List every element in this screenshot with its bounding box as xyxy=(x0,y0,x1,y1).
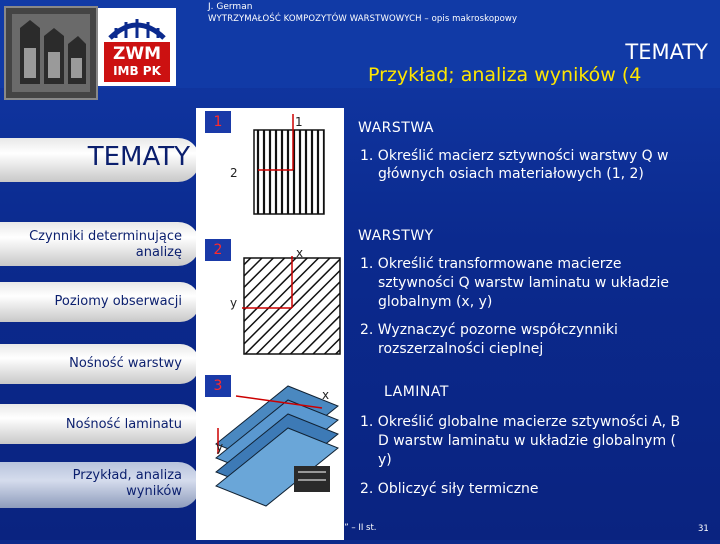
axis-label-1: 1 xyxy=(295,115,303,129)
footer-lecture: Wykład „Mechanika kompozytów” – II st. xyxy=(204,523,377,533)
axis-label-y: y xyxy=(230,296,238,310)
section-heading-warstwy: WARSTWY xyxy=(358,228,434,244)
warstwy-item2-line2: rozszerzalności cieplnej xyxy=(378,341,544,357)
sidebar-item-label: Nośność warstwy xyxy=(69,356,182,371)
sidebar-item-przyklad[interactable] xyxy=(0,462,200,508)
pk-logo xyxy=(4,6,98,100)
laminat-item1-line2: D warstw laminatu w układzie globalnym ( xyxy=(378,433,676,449)
section-heading-warstwa: WARSTWA xyxy=(358,120,434,136)
warstwa-item1-line1: 1. Określić macierz sztywności warstwy Q w xyxy=(360,148,669,164)
sidebar-item-czynniki[interactable] xyxy=(0,222,200,266)
warstwy-item1-line2: sztywności Q warstw laminatu w układzie xyxy=(378,275,670,291)
laminat-item1-line3: y) xyxy=(378,452,392,468)
warstwa-item1-line2: głównych osiach materiałowych (1, 2) xyxy=(378,166,644,182)
sidebar-item-nosnosc-warstwy[interactable] xyxy=(0,344,200,384)
step-number-3: 3 xyxy=(204,374,232,398)
pk-logo-icon xyxy=(6,8,96,98)
course-subtitle: WYTRZYMAŁOŚĆ KOMPOZYTÓW WARSTWOWYCH – opis makroskopowy xyxy=(208,14,518,24)
sidebar-item-nosnosc-laminatu[interactable] xyxy=(0,404,200,444)
laminat-item2-line1: 2. Obliczyć siły termiczne xyxy=(360,481,539,497)
zwm-logo xyxy=(98,8,176,86)
sidebar-item-label: TEMATY xyxy=(87,142,190,172)
page-number: 31 xyxy=(698,524,709,534)
warstwy-item1-line1: 1. Określić transformowane macierze xyxy=(360,256,622,272)
axis-label-x: x xyxy=(296,246,304,260)
sidebar-item-label: Poziomy obserwacji xyxy=(54,294,182,309)
warstwy-item2-line1: 2. Wyznaczyć pozorne współczynniki xyxy=(360,322,618,338)
step-number-1: 1 xyxy=(204,110,232,134)
axis-label-y-laminate: y xyxy=(216,440,224,454)
slide-subtitle: Przykład; analiza wyników (4 xyxy=(368,64,642,86)
section-heading-laminat: LAMINAT xyxy=(384,384,449,400)
laminat-item1-line1: 1. Określić globalne macierze sztywności A, B xyxy=(360,414,681,430)
step-number-2: 2 xyxy=(204,238,232,262)
sidebar-item-label: Czynniki determinujące analizę xyxy=(29,229,182,260)
author: J. German xyxy=(208,2,253,12)
sidebar-item-label: Przykład, analiza wyników xyxy=(72,468,182,499)
sidebar-item-label: Nośność laminatu xyxy=(65,417,182,432)
warstwy-item1-line3: globalnym (x, y) xyxy=(378,294,493,310)
sidebar-item-poziomy[interactable] xyxy=(0,282,200,322)
zwm-logo-text: ZWM xyxy=(113,44,161,64)
sidebar-item-temat[interactable] xyxy=(0,138,200,182)
zwm-logo-subtext: IMB PK xyxy=(113,64,161,78)
diagram-drawings xyxy=(196,108,344,540)
diagram-panel xyxy=(196,108,344,540)
axis-label-2: 2 xyxy=(230,166,238,180)
slide-title: TEMATY xyxy=(625,40,708,64)
axis-label-x-laminate: x xyxy=(322,388,330,402)
